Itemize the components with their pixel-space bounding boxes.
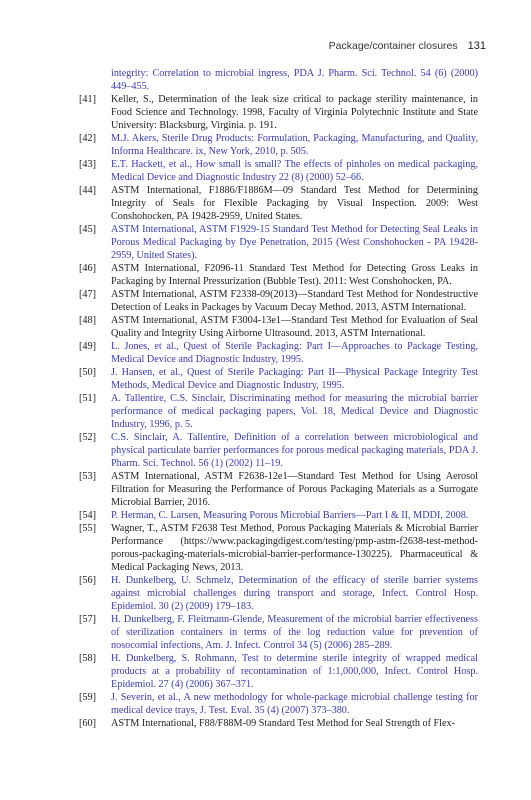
reference-link-text[interactable]: M.J. Akers, Sterile Drug Products: Formulation, Packaging, Manufacturing, and Quality, Informa Healthcare. ix, New York, 2010, p. 505.	[111, 133, 478, 157]
reference-number: [54]	[79, 510, 96, 521]
reference-entry	[79, 522, 478, 574]
reference-entry	[79, 262, 478, 288]
reference-number: [43]	[79, 159, 96, 170]
page-number: 131	[467, 40, 486, 52]
reference-entry[interactable]	[79, 392, 478, 431]
reference-link-text[interactable]: P. Herman, C. Larsen, Measuring Porous Microbial Barriers—Part I & II, MDDI, 2008.	[111, 510, 469, 521]
reference-text: ASTM International, F1886/F1886M—09 Standard Test Method for Determining Integrity of Seals for Flexible Packaging by Visual Inspection. 2009: West Conshohocken, PA 19428-2959, United States.	[111, 185, 478, 222]
reference-number: [51]	[79, 393, 96, 404]
running-head	[329, 40, 486, 52]
reference-number: [49]	[79, 341, 96, 352]
reference-link-text[interactable]: H. Dunkelberg, U. Schmelz, Determination of the efficacy of sterile barrier systems against microbial challenges during transport and storage, Infect. Control Hosp. Epidemiol. 30 (2) (2009) 179–183.	[111, 575, 478, 612]
reference-entry	[79, 314, 478, 340]
reference-number: [41]	[79, 94, 96, 105]
reference-link-text[interactable]: J. Severin, et al., A new methodology for whole-package microbial challenge testing for medical device trays, J. Test. Eval. 35 (4) (2007) 373–380.	[111, 692, 478, 716]
reference-number: [45]	[79, 224, 96, 235]
reference-number: [48]	[79, 315, 96, 326]
reference-entry	[79, 93, 478, 132]
reference-number: [44]	[79, 185, 96, 196]
reference-link-text[interactable]: J. Hansen, et al., Quest of Sterile Packaging: Part II—Physical Package Integrity Test Methods, Medical Device and Diagnostic Industry, 1995.	[111, 367, 478, 391]
reference-text: ASTM International, F2096-11 Standard Test Method for Detecting Gross Leaks in Packaging by Internal Pressurization (Bubble Test). 2011: West Conshohocken, PA.	[111, 263, 478, 287]
reference-text: ASTM International, ASTM F2638-12e1—Standard Test Method for Using Aerosol Filtration for Measuring the Performance of Porous Packaging Materials as a Surrogate Microbial Barrier, 2016.	[111, 471, 478, 508]
reference-entry	[79, 184, 478, 223]
reference-entry[interactable]	[79, 574, 478, 613]
reference-number: [56]	[79, 575, 96, 586]
reference-entry[interactable]	[79, 67, 478, 93]
reference-text: Wagner, T., ASTM F2638 Test Method, Porous Packaging Materials & Microbial Barrier Performance (https://www.packagingdigest.com/testing/pmp-astm-f2638-test-method-porous-packaging-materials-microbial-barrier-performance-130225). Pharmaceutical & Medical Packaging News, 2013.	[111, 523, 478, 573]
reference-entry[interactable]	[79, 158, 478, 184]
reference-entry[interactable]	[79, 223, 478, 262]
reference-link-text[interactable]: E.T. Hackett, et al., How small is small? The effects of pinholes on medical packaging, Medical Device and Diagnostic Industry 22 (8) (2000) 52–66.	[111, 159, 478, 183]
reference-link-text[interactable]: ASTM International, ASTM F1929-15 Standard Test Method for Detecting Seal Leaks in Porous Medical Packaging by Dye Penetration, 2015 (West Conshohocken - PA 19428-2959, United States).	[111, 224, 478, 261]
reference-link-text[interactable]: integrity: Correlation to microbial ingress, PDA J. Pharm. Sci. Technol. 54 (6) (2000) 449–455.	[111, 68, 478, 92]
reference-entry	[79, 470, 478, 509]
reference-link-text[interactable]: H. Dunkelberg, S. Rohmann, Test to determine sterile integrity of wrapped medical products at a probability of recontamination of 1:1,000,000, Infect. Control Hosp. Epidemiol. 27 (4) (2006) 367–371.	[111, 653, 478, 690]
reference-link-text[interactable]: L. Jones, et al., Quest of Sterile Packaging: Part I—Approaches to Package Testing, Medical Device and Diagnostic Industry, 1995.	[111, 341, 478, 365]
reference-link-text[interactable]: H. Dunkelberg, F. Fleitmann-Glende, Measurement of the microbial barrier effectiveness of sterilization containers in terms of the log reduction value for prevention of nosocomial infections, Am. J. Infect. Control 34 (5) (2006) 285–289.	[111, 614, 478, 651]
reference-text: Keller, S., Determination of the leak size critical to package sterility maintenance, in Food Science and Technology. 1998, Faculty of Virginia Polytechnic Institute and State University: Blacksburg, Virginia. p. 191.	[111, 94, 478, 131]
reference-number: [57]	[79, 614, 96, 625]
reference-number: [55]	[79, 523, 96, 534]
reference-number: [60]	[79, 718, 96, 729]
reference-entry	[79, 717, 478, 730]
reference-number: [42]	[79, 133, 96, 144]
reference-text: ASTM International, F88/F88M-09 Standard Test Method for Seal Strength of Flex-	[111, 718, 456, 729]
reference-entry[interactable]	[79, 132, 478, 158]
reference-number: [46]	[79, 263, 96, 274]
section-title: Package/container closures	[328, 40, 458, 52]
reference-link-text[interactable]: A. Tallentire, C.S. Sinclair, Discriminating method for measuring the microbial barrier performance of medical packaging papers, Vol. 18, Medical Device and Diagnostic Industry, 1996, p. 5.	[111, 393, 478, 430]
reference-number: [52]	[79, 432, 96, 443]
reference-number: [47]	[79, 289, 96, 300]
reference-entry[interactable]	[79, 366, 478, 392]
reference-number: [58]	[79, 653, 96, 664]
reference-text: ASTM International, ASTM F3004-13e1—Standard Test Method for Evaluation of Seal Quality and Integrity Using Airborne Ultrasound. 2013, ASTM International.	[111, 315, 478, 339]
reference-entry[interactable]	[79, 340, 478, 366]
reference-number: [59]	[79, 692, 96, 703]
reference-entry[interactable]	[79, 691, 478, 717]
reference-entry	[79, 288, 478, 314]
reference-entry[interactable]	[79, 613, 478, 652]
reference-entry[interactable]	[79, 509, 478, 522]
reference-text: ASTM International, ASTM F2338-09(2013)—Standard Test Method for Nondestructive Detection of Leaks in Packages by Vacuum Decay Method. 2013, ASTM International.	[111, 289, 478, 313]
reference-entry[interactable]	[79, 652, 478, 691]
reference-number: [50]	[79, 367, 96, 378]
reference-list	[79, 67, 478, 730]
reference-number: [53]	[79, 471, 96, 482]
reference-entry[interactable]	[79, 431, 478, 470]
reference-link-text[interactable]: C.S. Sinclair, A. Tallentire, Definition of a correlation between microbiological and physical particulate barrier performances for porous medical packaging materials, PDA J. Pharm. Sci. Technol. 56 (1) (2002) 11–19.	[111, 432, 478, 469]
